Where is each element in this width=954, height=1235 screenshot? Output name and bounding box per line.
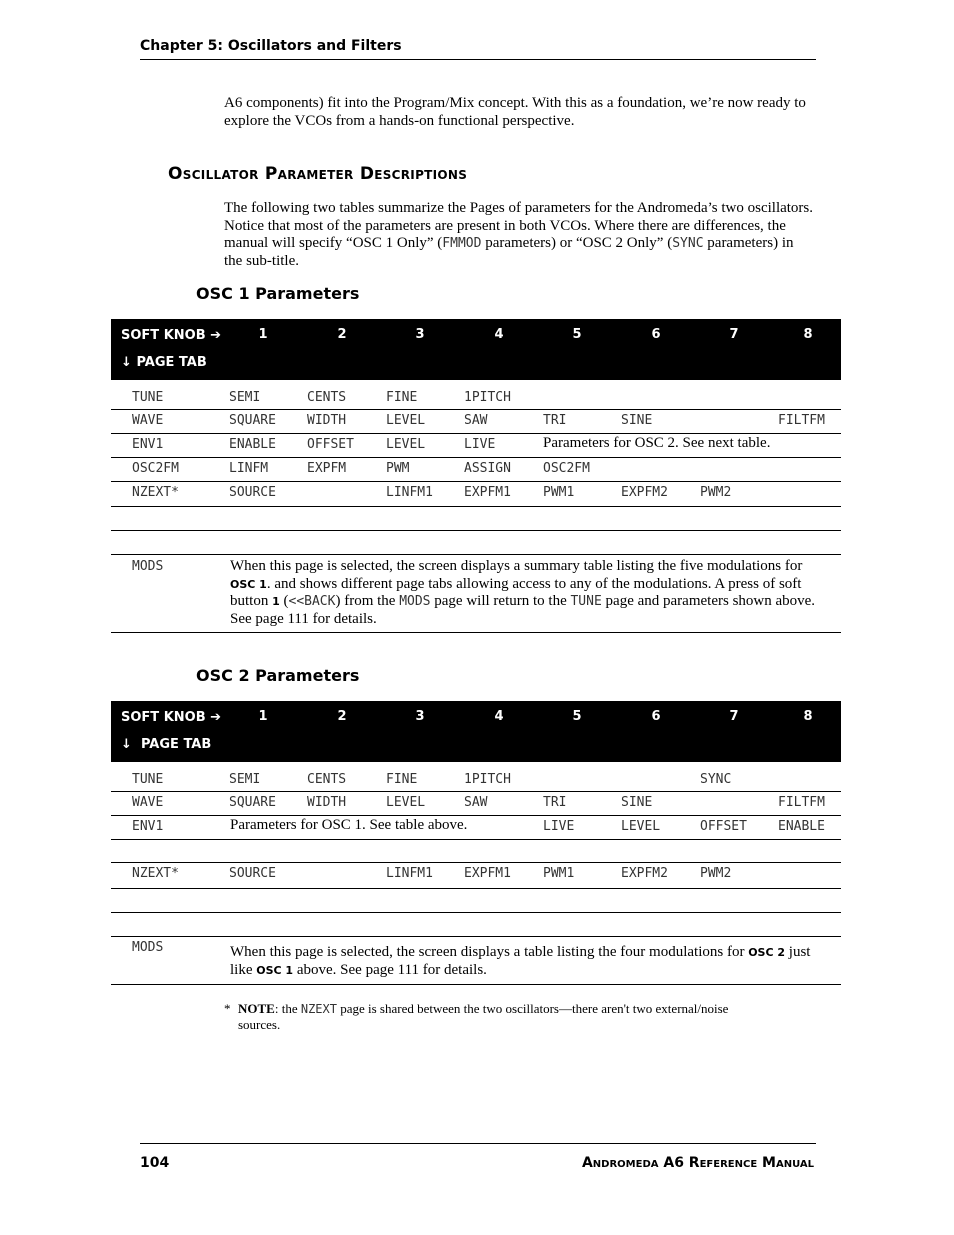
header-rule [140,59,816,60]
page-tab-label: ↓ PAGE TAB [121,355,207,370]
table-row [111,410,841,434]
osc2-title: OSC 2 Parameters [196,666,360,685]
param-cell: EXPFM2 [621,866,668,881]
arrow-right-icon: ➔ [210,328,222,343]
table-row [111,458,841,482]
param-cell: OSC2FM [543,461,590,476]
knob-number: 3 [415,327,425,342]
param-cell: TRI [543,413,567,428]
manual-title: Andromeda A6 Reference Manual [581,1155,814,1171]
table-row [111,769,841,792]
table-row-empty [111,531,841,555]
knob-number: 1 [258,327,268,342]
page-name: ENV1 [132,819,164,834]
table-row-empty [111,913,841,937]
chapter-header: Chapter 5: Oscillators and Filters [140,38,402,54]
param-cell: PWM1 [543,866,575,881]
param-cell: SEMI [229,772,261,787]
osc1-table-header [111,319,841,380]
table-row-empty [111,889,841,913]
param-cell: 1PITCH [464,772,511,787]
param-cell: LEVEL [621,819,661,834]
page-name: MODS [132,559,164,574]
row-note: Parameters for OSC 1. See table above. [230,817,468,833]
param-cell: ASSIGN [464,461,511,476]
page-name: NZEXT* [132,485,179,500]
param-cell: SEMI [229,390,261,405]
param-cell: CENTS [307,390,347,405]
table-row-empty [111,507,841,531]
knob-number: 7 [729,709,739,724]
table-row-mods [111,555,841,633]
param-cell: SQUARE [229,795,276,810]
mods-description: When this page is selected, the screen displays a summary table listing the five modulations for OSC 1. and shows different page tabs allowing access to any of the modulations. A press of soft button 1 (<<BACK) from the MODS page will return to the TUNE page and parameters shown above. See page 111 for details. [230,558,816,627]
knob-number: 7 [729,327,739,342]
param-cell: WIDTH [307,795,347,810]
param-cell: LEVEL [386,795,426,810]
table-row [111,816,841,840]
param-cell: LIVE [543,819,575,834]
table-row-mods [111,937,841,985]
param-cell: EXPFM [307,461,347,476]
table-row [111,863,841,889]
page-name: ENV1 [132,437,164,452]
description-paragraph: The following two tables summarize the Pages of parameters for the Andromeda’s two oscillators. Notice that most of the parameters are present in both VCOs. Where there are differences, the manual will specify “OSC 1 Only” (FMMOD parameters) or “OSC 2 Only” (SYNC parameters) in the sub-title. [224,200,814,269]
arrow-down-icon: ↓ [121,355,132,370]
page-name: TUNE [132,772,164,787]
param-cell: LINFM1 [386,866,433,881]
knob-number: 6 [651,709,661,724]
knob-number: 8 [803,709,813,724]
param-cell: SOURCE [229,866,276,881]
knob-number: 8 [803,327,813,342]
param-cell: ENABLE [229,437,276,452]
param-cell: OFFSET [700,819,747,834]
param-cell: LINFM [229,461,269,476]
page-name: TUNE [132,390,164,405]
param-cell: TRI [543,795,567,810]
knob-number: 5 [572,327,582,342]
knob-number: 2 [337,709,347,724]
page-number: 104 [140,1155,170,1171]
param-cell: CENTS [307,772,347,787]
page-name: OSC2FM [132,461,179,476]
table-row [111,792,841,816]
knob-number: 1 [258,709,268,724]
page-tab-label: ↓ PAGE TAB [121,737,212,752]
param-cell: SINE [621,413,653,428]
table-row [111,434,841,458]
knob-number: 4 [494,327,504,342]
param-cell: PWM1 [543,485,575,500]
page-name: NZEXT* [132,866,179,881]
soft-knob-label: SOFT KNOB ➔ [121,328,222,343]
param-cell: SINE [621,795,653,810]
param-cell: EXPFM1 [464,866,511,881]
knob-number: 3 [415,709,425,724]
arrow-down-icon: ↓ [121,737,132,752]
param-cell: OFFSET [307,437,354,452]
param-cell: FILTFM [778,413,825,428]
param-cell: SAW [464,413,488,428]
footnote: * NOTE: the NZEXT page is shared between the two oscillators—there aren't two external/noise sources. [224,1001,729,1032]
page-name: WAVE [132,795,164,810]
param-cell: LINFM1 [386,485,433,500]
knob-number: 6 [651,327,661,342]
param-cell: EXPFM2 [621,485,668,500]
knob-number: 2 [337,327,347,342]
row-note: Parameters for OSC 2. See next table. [543,435,771,451]
page-name: WAVE [132,413,164,428]
osc1-title: OSC 1 Parameters [196,284,360,303]
param-cell: ENABLE [778,819,825,834]
param-cell: SYNC [700,772,732,787]
soft-knob-label: SOFT KNOB ➔ [121,710,222,725]
knob-number: 5 [572,709,582,724]
table-row [111,387,841,410]
table-row [111,482,841,507]
param-cell: PWM2 [700,485,732,500]
mods-description: When this page is selected, the screen displays a table listing the four modulations for OSC 2 just like OSC 1 above. See page 111 for details. [230,944,811,978]
param-cell: FILTFM [778,795,825,810]
footer-rule [140,1143,816,1144]
knob-number: 4 [494,709,504,724]
param-cell: FINE [386,390,418,405]
param-cell: LEVEL [386,437,426,452]
param-cell: PWM2 [700,866,732,881]
param-cell: LIVE [464,437,496,452]
param-cell: EXPFM1 [464,485,511,500]
section-title: Oscillator Parameter Descriptions [168,164,468,184]
param-cell: WIDTH [307,413,347,428]
table-row-empty [111,840,841,863]
param-cell: 1PITCH [464,390,511,405]
page-name: MODS [132,940,164,955]
intro-paragraph: A6 components) fit into the Program/Mix concept. With this as a foundation, we’re now ready to explore the VCOs from a hands-on functional perspective. [224,95,806,129]
arrow-right-icon: ➔ [210,710,222,725]
param-cell: FINE [386,772,418,787]
param-cell: LEVEL [386,413,426,428]
param-cell: SAW [464,795,488,810]
param-cell: SOURCE [229,485,276,500]
param-cell: SQUARE [229,413,276,428]
osc2-table-header [111,701,841,762]
param-cell: PWM [386,461,410,476]
